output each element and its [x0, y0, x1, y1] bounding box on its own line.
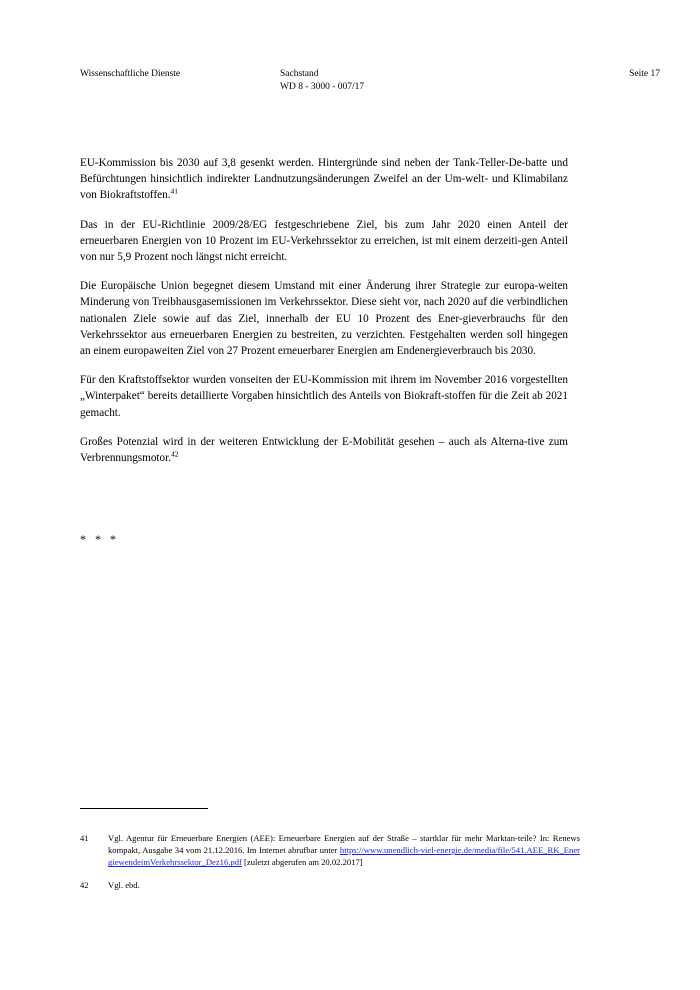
footnote-text-before: Vgl. Agentur für Erneuerbare Energien (AEE): Erneuerbare Energien auf der Straße – startklar für mehr Marktan-teile? In: Renews kompakt, Ausgabe 34 vom 21.12.2016. Im Internet abrufbar unter	[108, 833, 580, 856]
header-doc-number: WD 8 - 3000 - 007/17	[280, 82, 365, 92]
footnote-number: 42	[80, 879, 89, 890]
footnote-item	[80, 832, 580, 869]
footnote-list	[80, 832, 580, 901]
paragraph	[80, 155, 568, 204]
document-body	[80, 155, 568, 466]
page-header	[80, 68, 660, 94]
footnote-ref[interactable]: 42	[171, 449, 179, 459]
paragraph	[80, 372, 568, 421]
paragraph	[80, 278, 568, 359]
paragraph-text: Großes Potenzial wird in der weiteren Entwicklung der E-Mobilität gesehen – auch als Alterna-tive zum Verbrennungsmotor.	[80, 435, 568, 465]
paragraph-text: EU-Kommission bis 2030 auf 3,8 gesenkt werden. Hintergründe sind neben der Tank-Teller-De-batte und Befürchtungen hinsichtlich indirekter Landnutzungsänderungen Zweifel an der Um-welt- und Klimabilanz von Biokraftstoffen.	[80, 157, 568, 202]
footnote-text-after: [zuletzt abgerufen am 20.02.2017]	[241, 857, 363, 868]
header-doc-info	[280, 68, 580, 94]
footnote-ref[interactable]: 41	[170, 186, 179, 196]
paragraph-text: Die Europäische Union begegnet diesem Umstand mit einer Änderung ihrer Strategie zur europa-weiten Minderung von Treibhausgasemissionen im Verkehrssektor. Diese sieht vor, nach 2020 auf die verbindlichen nationalen Ziele sowie auf das Ziel, innerhalb der EU 10 Prozent des Ener-gieverbrauchs für den Verkehrssektor aus erneuerbaren Energien zu bestreiten, zu verzichten. Festgehalten werden soll hingegen an einem europaweiten Ziel von 27 Prozent erneuerbarer Energien am Endenergieverbrauch bis 2030.	[80, 280, 568, 358]
paragraph-text: Für den Kraftstoffsektor wurden vonseiten der EU-Kommission mit ihrem im November 2016 vorgestellten „Winterpaket“ bereits detaillierte Vorgaben hinsichtlich des Anteils von Biokraft-stoffen für die Zeit ab 2021 gemacht.	[80, 374, 568, 419]
footnote-number: 41	[80, 833, 89, 843]
header-page-number: Seite 17	[629, 69, 660, 79]
header-doc-type: Sachstand	[280, 69, 319, 79]
footnote-text	[108, 832, 580, 869]
header-department: Wissenschaftliche Dienste	[80, 69, 181, 79]
section-separator: * * *	[80, 532, 119, 546]
footnote-item	[80, 879, 580, 891]
footnote-divider	[80, 808, 208, 809]
paragraph-text: Das in der EU-Richtlinie 2009/28/EG festgeschriebene Ziel, bis zum Jahr 2020 einen Anteil der erneuerbaren Energien von 10 Prozent im EU-Verkehrssektor zu erreichen, ist mit einem derzeiti-gen Anteil von nur 5,9 Prozent noch längst nicht erreicht.	[80, 218, 568, 264]
footnote-link[interactable]: https://www.unendlich-viel-energie.de/media/file/541.AEE_RK_EnergiewendeimVerkehrssektor_Dez16.pdf	[108, 845, 580, 868]
footnote-text	[108, 879, 580, 891]
footnote-text-before: Vgl. ebd.	[108, 879, 140, 890]
paragraph	[80, 434, 568, 466]
paragraph	[80, 217, 568, 266]
